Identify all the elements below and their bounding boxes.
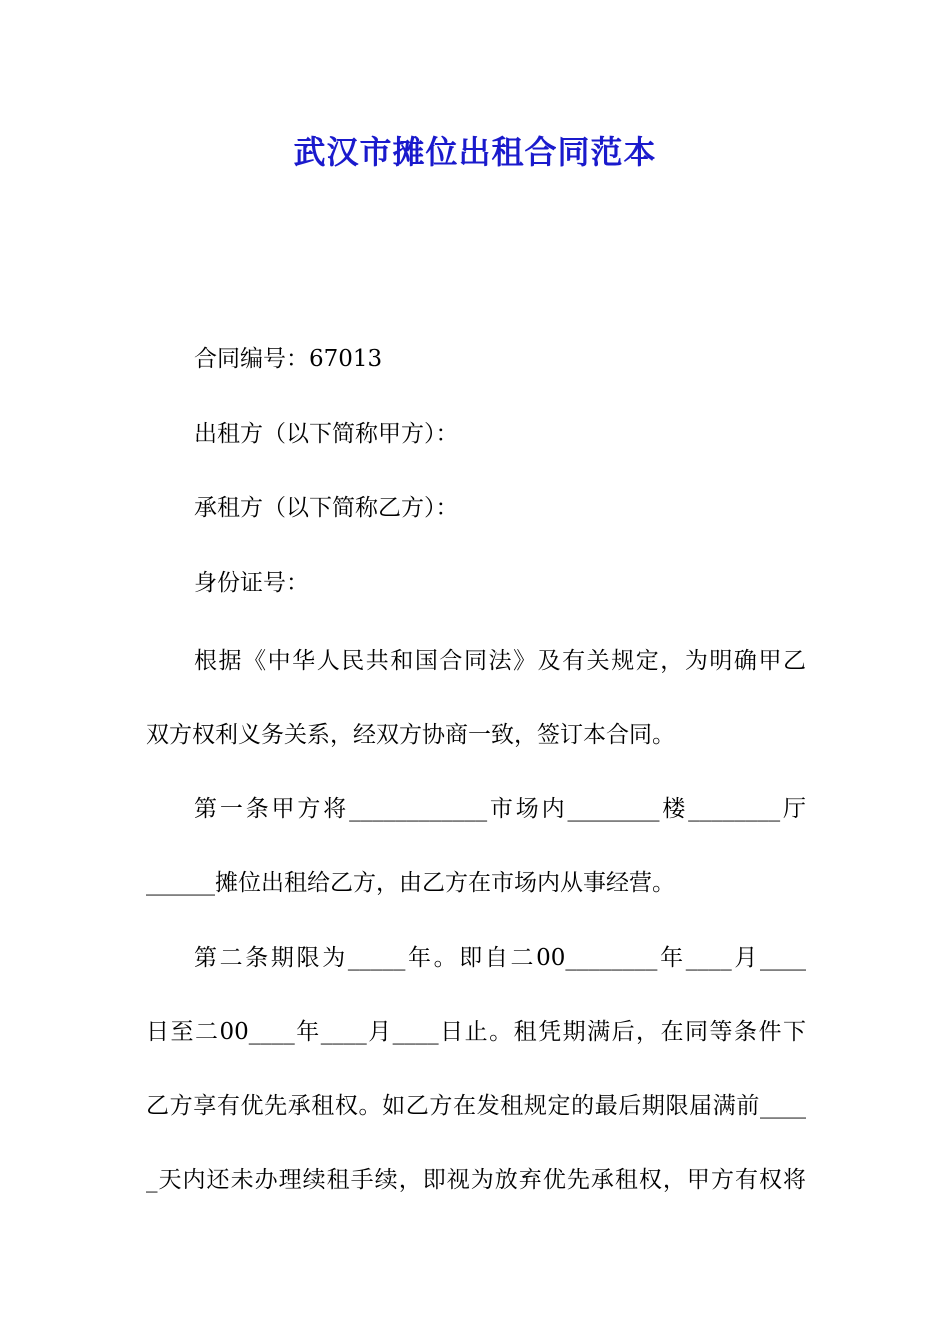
lessor-line: 出租方（以下简称甲方）： (194, 421, 459, 447)
paragraph-line: 乙方享有优先承租权。如乙方在发租规定的最后期限届满前____ (146, 1093, 806, 1119)
paragraph-line: 日至二00____年____月____日止。租凭期满后，在同等条件下 (146, 1019, 806, 1045)
paragraph-line: ______摊位出租给乙方，由乙方在市场内从事经营。 (146, 870, 675, 896)
paragraph-line: 第一条甲方将____________市场内________楼________厅 (194, 796, 806, 822)
lessee-line: 承租方（以下简称乙方）： (194, 495, 459, 521)
paragraph-line: 根据《中华人民共和国合同法》及有关规定，为明确甲乙 (194, 648, 806, 674)
paragraph-line: _天内还未办理续租手续，即视为放弃优先承租权，甲方有权将 (146, 1167, 806, 1193)
contract-number-line: 合同编号：67013 (194, 346, 383, 372)
paragraph-line: 双方权利义务关系，经双方协商一致，签订本合同。 (146, 722, 675, 748)
document-title: 武汉市摊位出租合同范本 (293, 133, 657, 171)
id-number-line: 身份证号： (194, 570, 309, 596)
paragraph-line: 第二条期限为_____年。即自二00________年____月____ (194, 945, 806, 971)
